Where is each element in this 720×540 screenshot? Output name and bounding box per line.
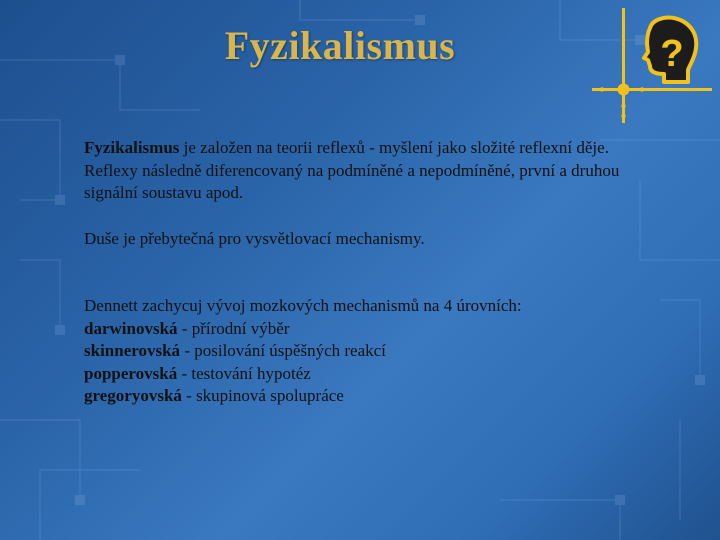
svg-text:?: ?	[660, 33, 684, 75]
level-description: - testování hypotéz	[177, 363, 311, 383]
question-head-icon	[592, 8, 712, 123]
level-term: darwinovská	[84, 318, 178, 338]
list-item	[84, 385, 624, 408]
paragraph-dennett-intro: Dennett zachycuj vývoj mozkových mechanismů na 4 úrovních:	[84, 296, 522, 315]
paragraph-soul: Duše je přebytečná pro vysvětlovací mechanismy.	[84, 228, 425, 248]
level-term: gregoryovská	[84, 386, 182, 405]
paragraph-physicalism	[84, 137, 624, 205]
slide-title: Fyzikalismus	[224, 23, 456, 68]
list-item	[84, 340, 624, 363]
level-description: - posilování úspěšných reakcí	[180, 341, 386, 360]
level-term: skinnerovská	[84, 341, 181, 360]
level-description: - skupinová spolupráce	[181, 386, 344, 405]
list-item	[84, 318, 624, 341]
level-list	[84, 318, 624, 408]
level-term: popperovská	[84, 363, 178, 383]
slide-content	[84, 137, 624, 408]
level-description: - přírodní výběr	[177, 318, 290, 338]
list-item	[84, 363, 624, 386]
term-physicalism: Fyzikalismus	[84, 138, 180, 157]
physicalism-definition: je založen na teorii reflexů - myšlení jako složité reflexní děje. Reflexy následně diferencovaný na podmíněné a nepodmíněné, první a druhou signální soustavu apod.	[84, 138, 620, 202]
